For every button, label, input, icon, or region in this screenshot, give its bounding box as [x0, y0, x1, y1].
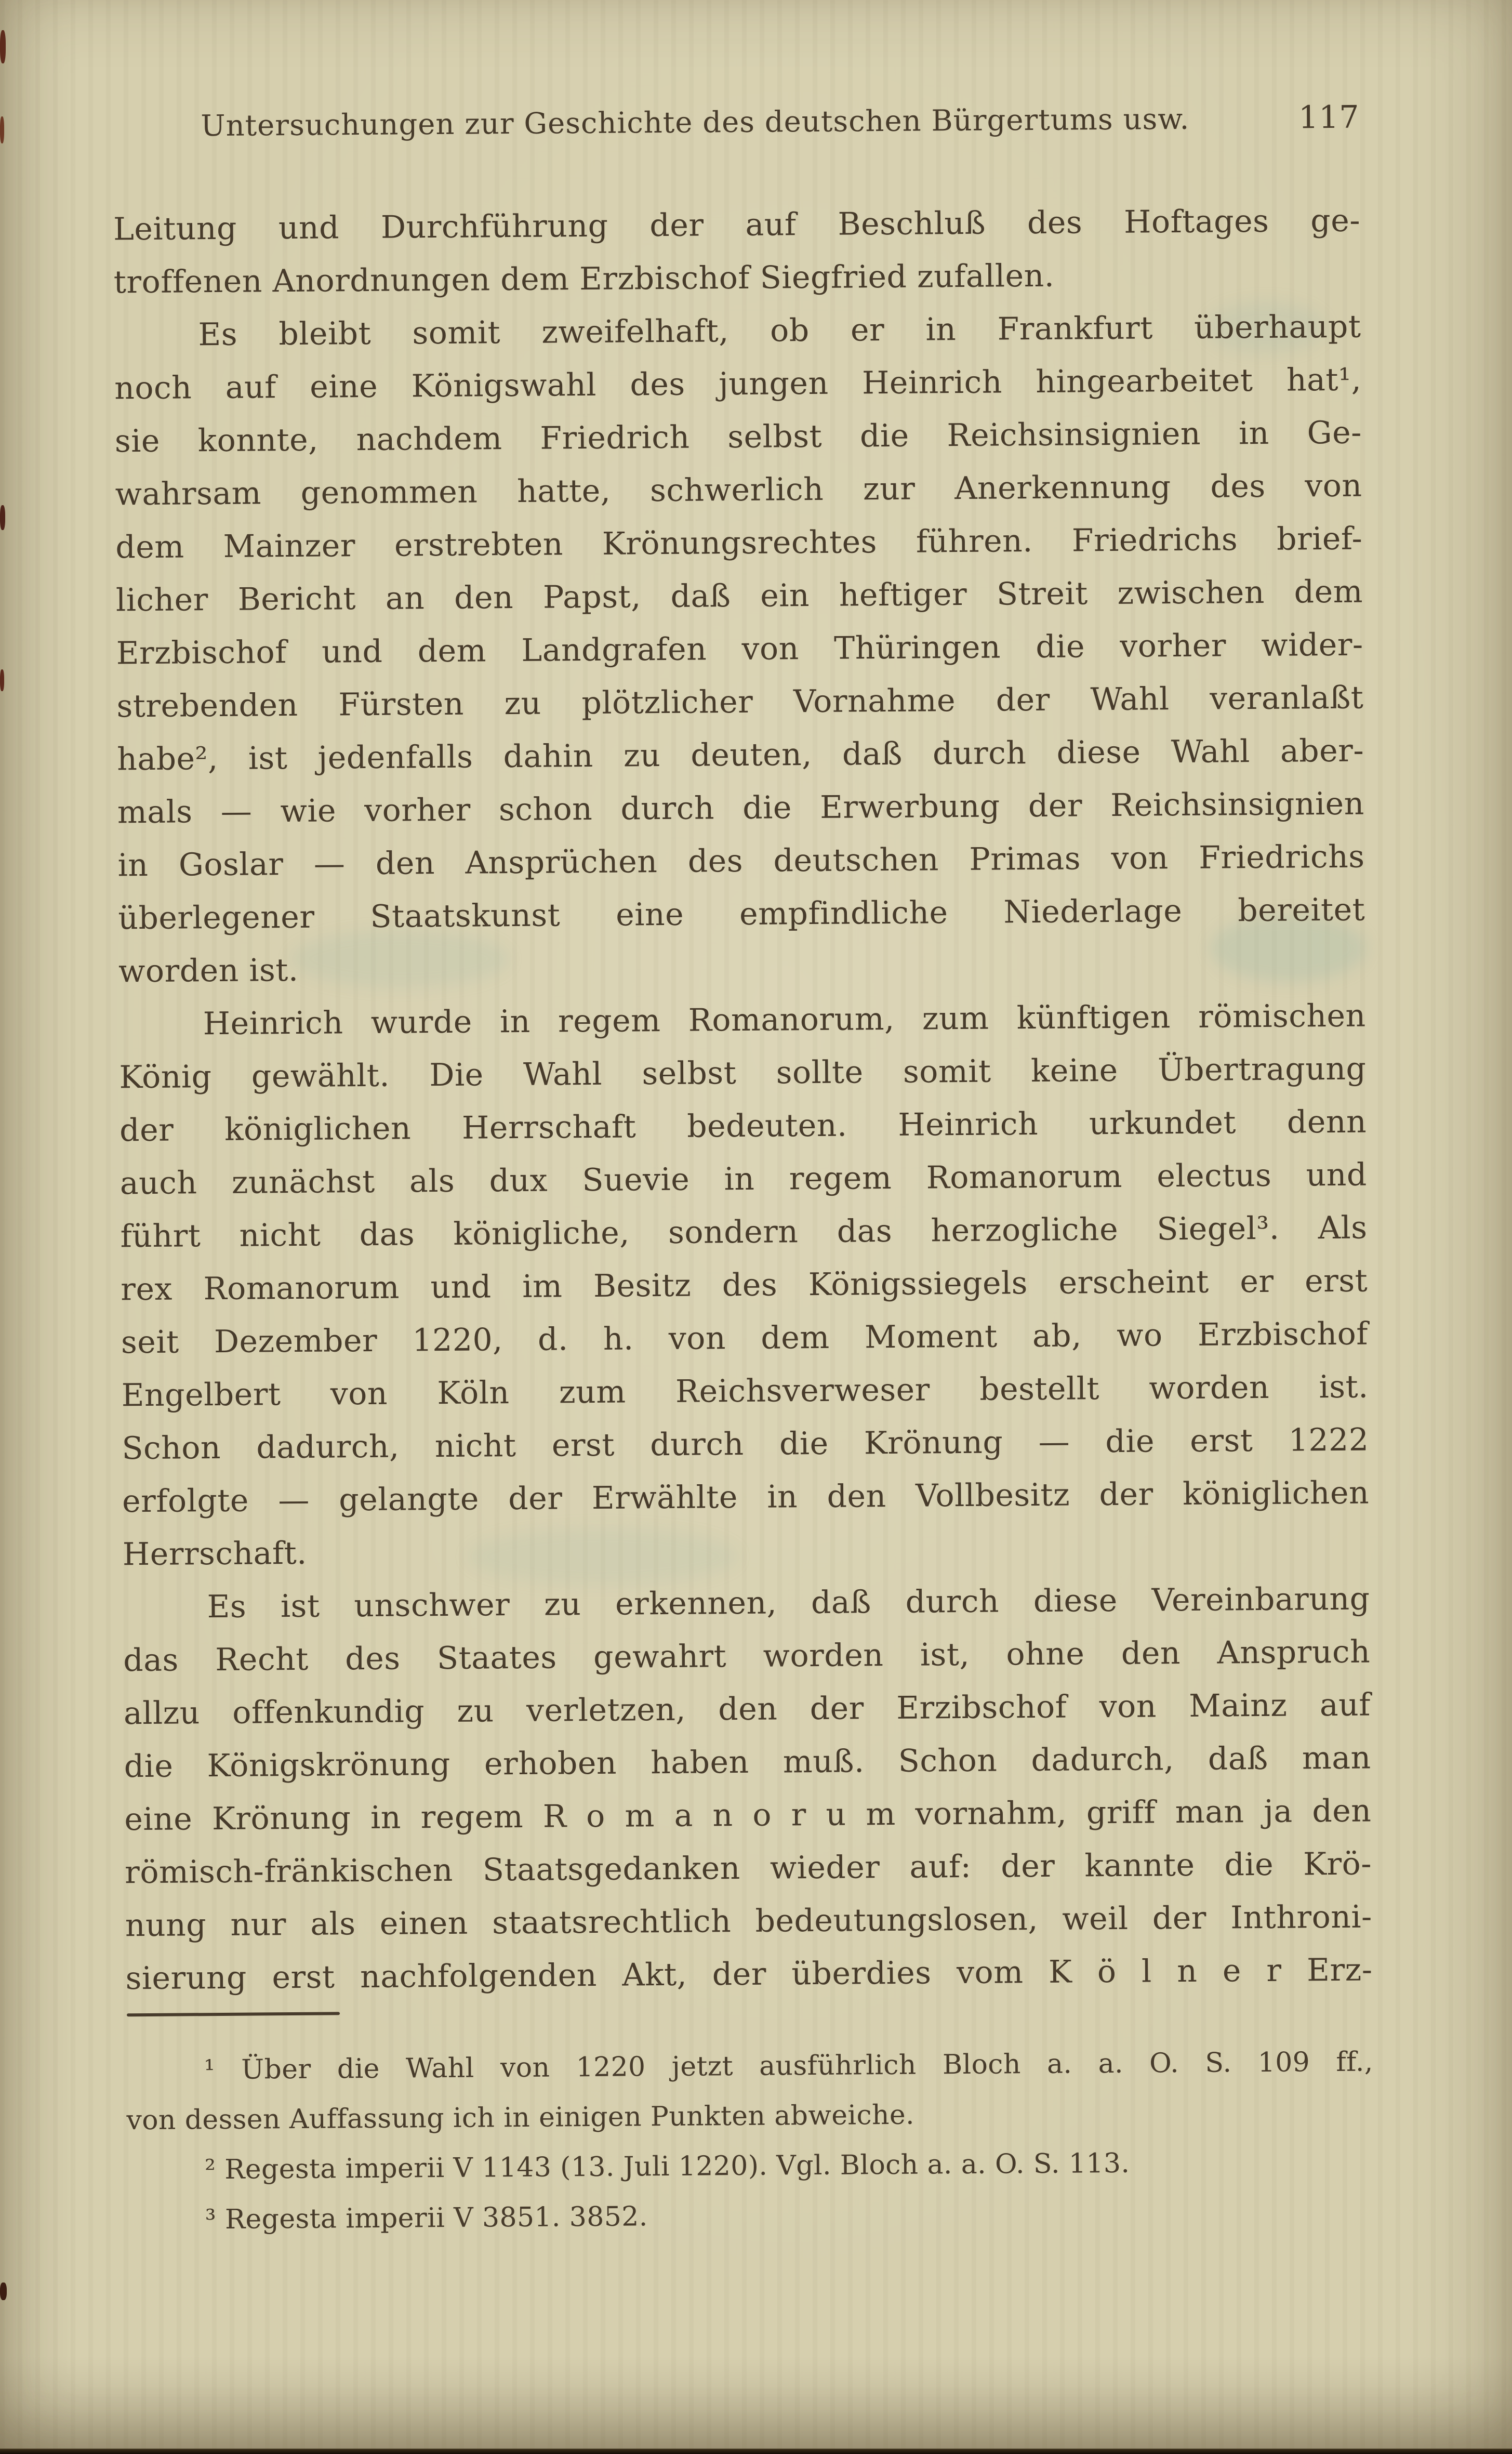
text-block [112, 0, 1373, 2236]
text-line: Es bleibt somit zweifelhaft, ob er in Frankfurt überhaupt [198, 308, 1361, 353]
text-line: König gewählt. Die Wahl selbst sollte somit keine Übertragung [119, 1050, 1367, 1096]
text-line: wahrsam genommen hatte, schwerlich zur Anerkennung des von [115, 467, 1362, 513]
text-line: worden ist. [118, 952, 299, 990]
text-line: Es ist unschwer zu erkennen, daß durch diese Vereinbarung [207, 1580, 1370, 1626]
text-line: in Goslar — den Ansprüchen des deutschen Primas von Friedrichs [117, 838, 1365, 884]
scan-edge-mark [0, 116, 4, 143]
text-line: strebenden Fürsten zu plötzlicher Vornahme der Wahl veranlaßt [116, 679, 1364, 725]
text-line: führt nicht das königliche, sondern das herzogliche Siegel³. Als [120, 1209, 1368, 1255]
text-line: nung nur als einen staatsrechtlich bedeutungslosen, weil der Inthroni- [125, 1898, 1373, 1944]
page-number: 117 [1298, 99, 1360, 136]
text-line: sie konnte, nachdem Friedrich selbst die Reichsinsignien in Ge- [114, 414, 1362, 460]
scan-edge-mark [0, 505, 5, 530]
scan-edge-mark [0, 669, 4, 691]
text-line: dem Mainzer erstrebten Krönungsrechtes führen. Friedrichs brief- [115, 520, 1363, 566]
text-line: rex Romanorum und im Besitz des Königssiegels erscheint er erst [121, 1262, 1368, 1308]
text-line: Erzbischof und dem Landgrafen von Thüringen die vorher wider- [116, 626, 1363, 672]
footnote-line: von dessen Auffassung ich in einigen Punkten abweiche. [126, 2099, 915, 2136]
footnote-separator-rule [127, 2012, 340, 2016]
text-line: mals — wie vorher schon durch die Erwerbung der Reichsinsignien [117, 785, 1365, 831]
text-line: die Königskrönung erhoben haben muß. Schon dadurch, daß man [124, 1739, 1371, 1785]
text-line: der königlichen Herrschaft bedeuten. Heinrich urkundet denn [119, 1103, 1367, 1149]
running-header-title: Untersuchungen zur Geschichte des deutschen Bürgertums usw. [201, 102, 1190, 143]
footnotes [126, 2037, 1374, 2246]
text-line: seit Dezember 1220, d. h. von dem Moment ab, wo Erzbischof [121, 1315, 1369, 1361]
text-line: erfolgte — gelangte der Erwählte in den Vollbesitz der königlichen [122, 1474, 1370, 1520]
text-line: Leitung und Durchführung der auf Beschluß des Hoftages ge- [113, 202, 1361, 248]
scan-edge-mark [0, 30, 6, 63]
footnote-line: ³ Regesta imperii V 3851. 3852. [205, 2201, 648, 2236]
body-text [113, 194, 1373, 2006]
footnote-line: ² Regesta imperii V 1143 (13. Juli 1220). Vgl. Bloch a. a. O. S. 113. [204, 2147, 1130, 2186]
text-line: eine Krönung in regem R o m a n o r u m vornahm, griff man ja den [124, 1792, 1372, 1838]
text-line: Herrschaft. [122, 1535, 307, 1573]
scan-edge-mark [0, 2283, 7, 2300]
text-line: habe², ist jedenfalls dahin zu deuten, daß durch diese Wahl aber- [116, 732, 1364, 778]
text-line: sierung erst nachfolgenden Akt, der überdies vom K ö l n e r Erz- [125, 1951, 1373, 1997]
text-line: allzu offenkundig zu verletzen, den der Erzibschof von Mainz auf [123, 1686, 1371, 1732]
text-line: Heinrich wurde in regem Romanorum, zum künftigen römischen [203, 997, 1366, 1043]
text-line: überlegener Staatskunst eine empfindliche Niederlage bereitet [118, 891, 1365, 937]
text-line: römisch-fränkischen Staatsgedanken wieder auf: der kannte die Krö- [124, 1845, 1372, 1891]
text-line: Engelbert von Köln zum Reichsverweser bestellt worden ist. [121, 1368, 1369, 1414]
running-header [112, 99, 1359, 146]
text-line: Schon dadurch, nicht erst durch die Krönung — die erst 1222 [122, 1421, 1369, 1467]
text-line: auch zunächst als dux Suevie in regem Romanorum electus und [120, 1156, 1368, 1202]
text-line: noch auf eine Königswahl des jungen Heinrich hingearbeitet hat¹, [114, 361, 1362, 407]
footnote-line: ¹ Über die Wahl von 1220 jetzt ausführlich Bloch a. a. O. S. 109 ff., [204, 2046, 1373, 2086]
text-line: licher Bericht an den Papst, daß ein heftiger Streit zwischen dem [115, 573, 1363, 619]
text-line: das Recht des Staates gewahrt worden ist, ohne den Anspruch [123, 1633, 1371, 1679]
text-line: troffenen Anordnungen dem Erzbischof Siegfried zufallen. [113, 257, 1055, 301]
